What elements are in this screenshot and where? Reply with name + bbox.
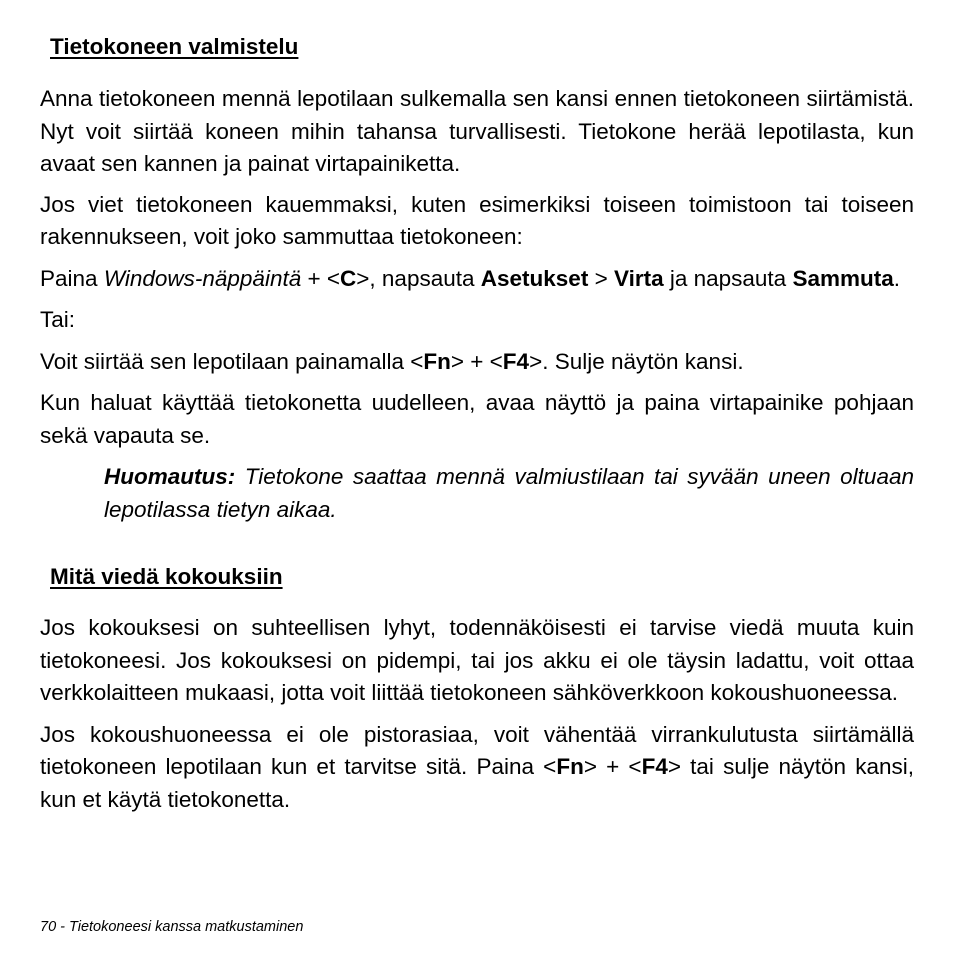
- text-fragment: >: [588, 265, 614, 291]
- note-label: Huomautus:: [104, 464, 236, 489]
- text-fragment: >. Sulje näytön kansi.: [529, 348, 744, 374]
- text-fragment: Paina: [40, 265, 104, 291]
- text-fragment: Jos kokoushuoneessa ei ole pistorasiaa, voit vähentää virrankulutusta siirtämällä tietokoneen lepotilaan kun et tarvitse sitä. Paina <: [40, 721, 914, 779]
- section-heading-meetings: Mitä viedä kokouksiin: [50, 564, 283, 589]
- section-heading-preparation: Tietokoneen valmistelu: [50, 34, 299, 59]
- shutdown-label: Sammuta: [792, 265, 894, 291]
- page-content: [40, 30, 914, 816]
- paragraph-wake-up: Kun haluat käyttää tietokonetta uudelleen, avaa näyttö ja paina virtapainike pohjaan sekä vapauta se.: [40, 390, 914, 448]
- paragraph-short-meetings: Jos kokouksesi on suhteellisen lyhyt, todennäköisesti ei tarvise viedä muuta kuin tietokoneesi. Jos kokouksesi on pidempi, tai jos akku ei ole täysin ladattu, voit ottaa verkkolaitteen mukaasi, jotta voit liittää tietokoneen sähköverkkoon kokoushuoneessa.: [40, 615, 914, 705]
- text-fragment: Voit siirtää sen lepotilaan painamalla <: [40, 348, 424, 374]
- page-footer: 70 - Tietokoneesi kanssa matkustaminen: [40, 919, 304, 935]
- power-label: Virta: [613, 265, 664, 291]
- text-fragment: .: [893, 265, 901, 291]
- key-c-label: C: [340, 265, 357, 291]
- f4-key-label: F4: [502, 348, 530, 374]
- text-fragment: > tai sulje näytön kansi, kun et käytä tietokonetta.: [40, 754, 915, 812]
- paragraph-shutdown-instructions: [40, 263, 914, 296]
- fn-key-label: Fn: [423, 348, 451, 374]
- paragraph-moving-farther: Jos viet tietokoneen kauemmaksi, kuten esimerkiksi toiseen toimistoon tai toiseen rakennukseen, voit joko sammuttaa tietokoneen:: [40, 191, 914, 249]
- paragraph-sleep-shortcut: [40, 346, 914, 379]
- note-block: [104, 461, 914, 526]
- fn-key-label: Fn: [556, 754, 584, 779]
- text-fragment: ja napsauta: [663, 265, 793, 291]
- f4-key-label: F4: [641, 754, 668, 779]
- settings-label: Asetukset: [480, 265, 589, 291]
- text-fragment: > + <: [583, 754, 642, 779]
- note-text: Tietokone saattaa mennä valmiustilaan tai syvään uneen oltuaan lepotilassa tietyn aikaa.: [104, 464, 914, 522]
- paragraph-no-outlet: [40, 719, 914, 817]
- paragraph-sleep-before-moving: Anna tietokoneen mennä lepotilaan sulkemalla sen kansi ennen tietokoneen siirtämistä. Nyt voit siirtää koneen mihin tahansa turvallisesti. Tietokone herää lepotilasta, kun avaat sen kannen ja painat virtapainiketta.: [40, 86, 914, 176]
- text-fragment: >, napsauta: [356, 265, 481, 291]
- windows-key-label: Windows-näppäintä: [103, 265, 302, 291]
- text-fragment: > + <: [450, 348, 503, 374]
- text-fragment: + <: [301, 265, 341, 291]
- paragraph-or: Tai:: [40, 307, 76, 332]
